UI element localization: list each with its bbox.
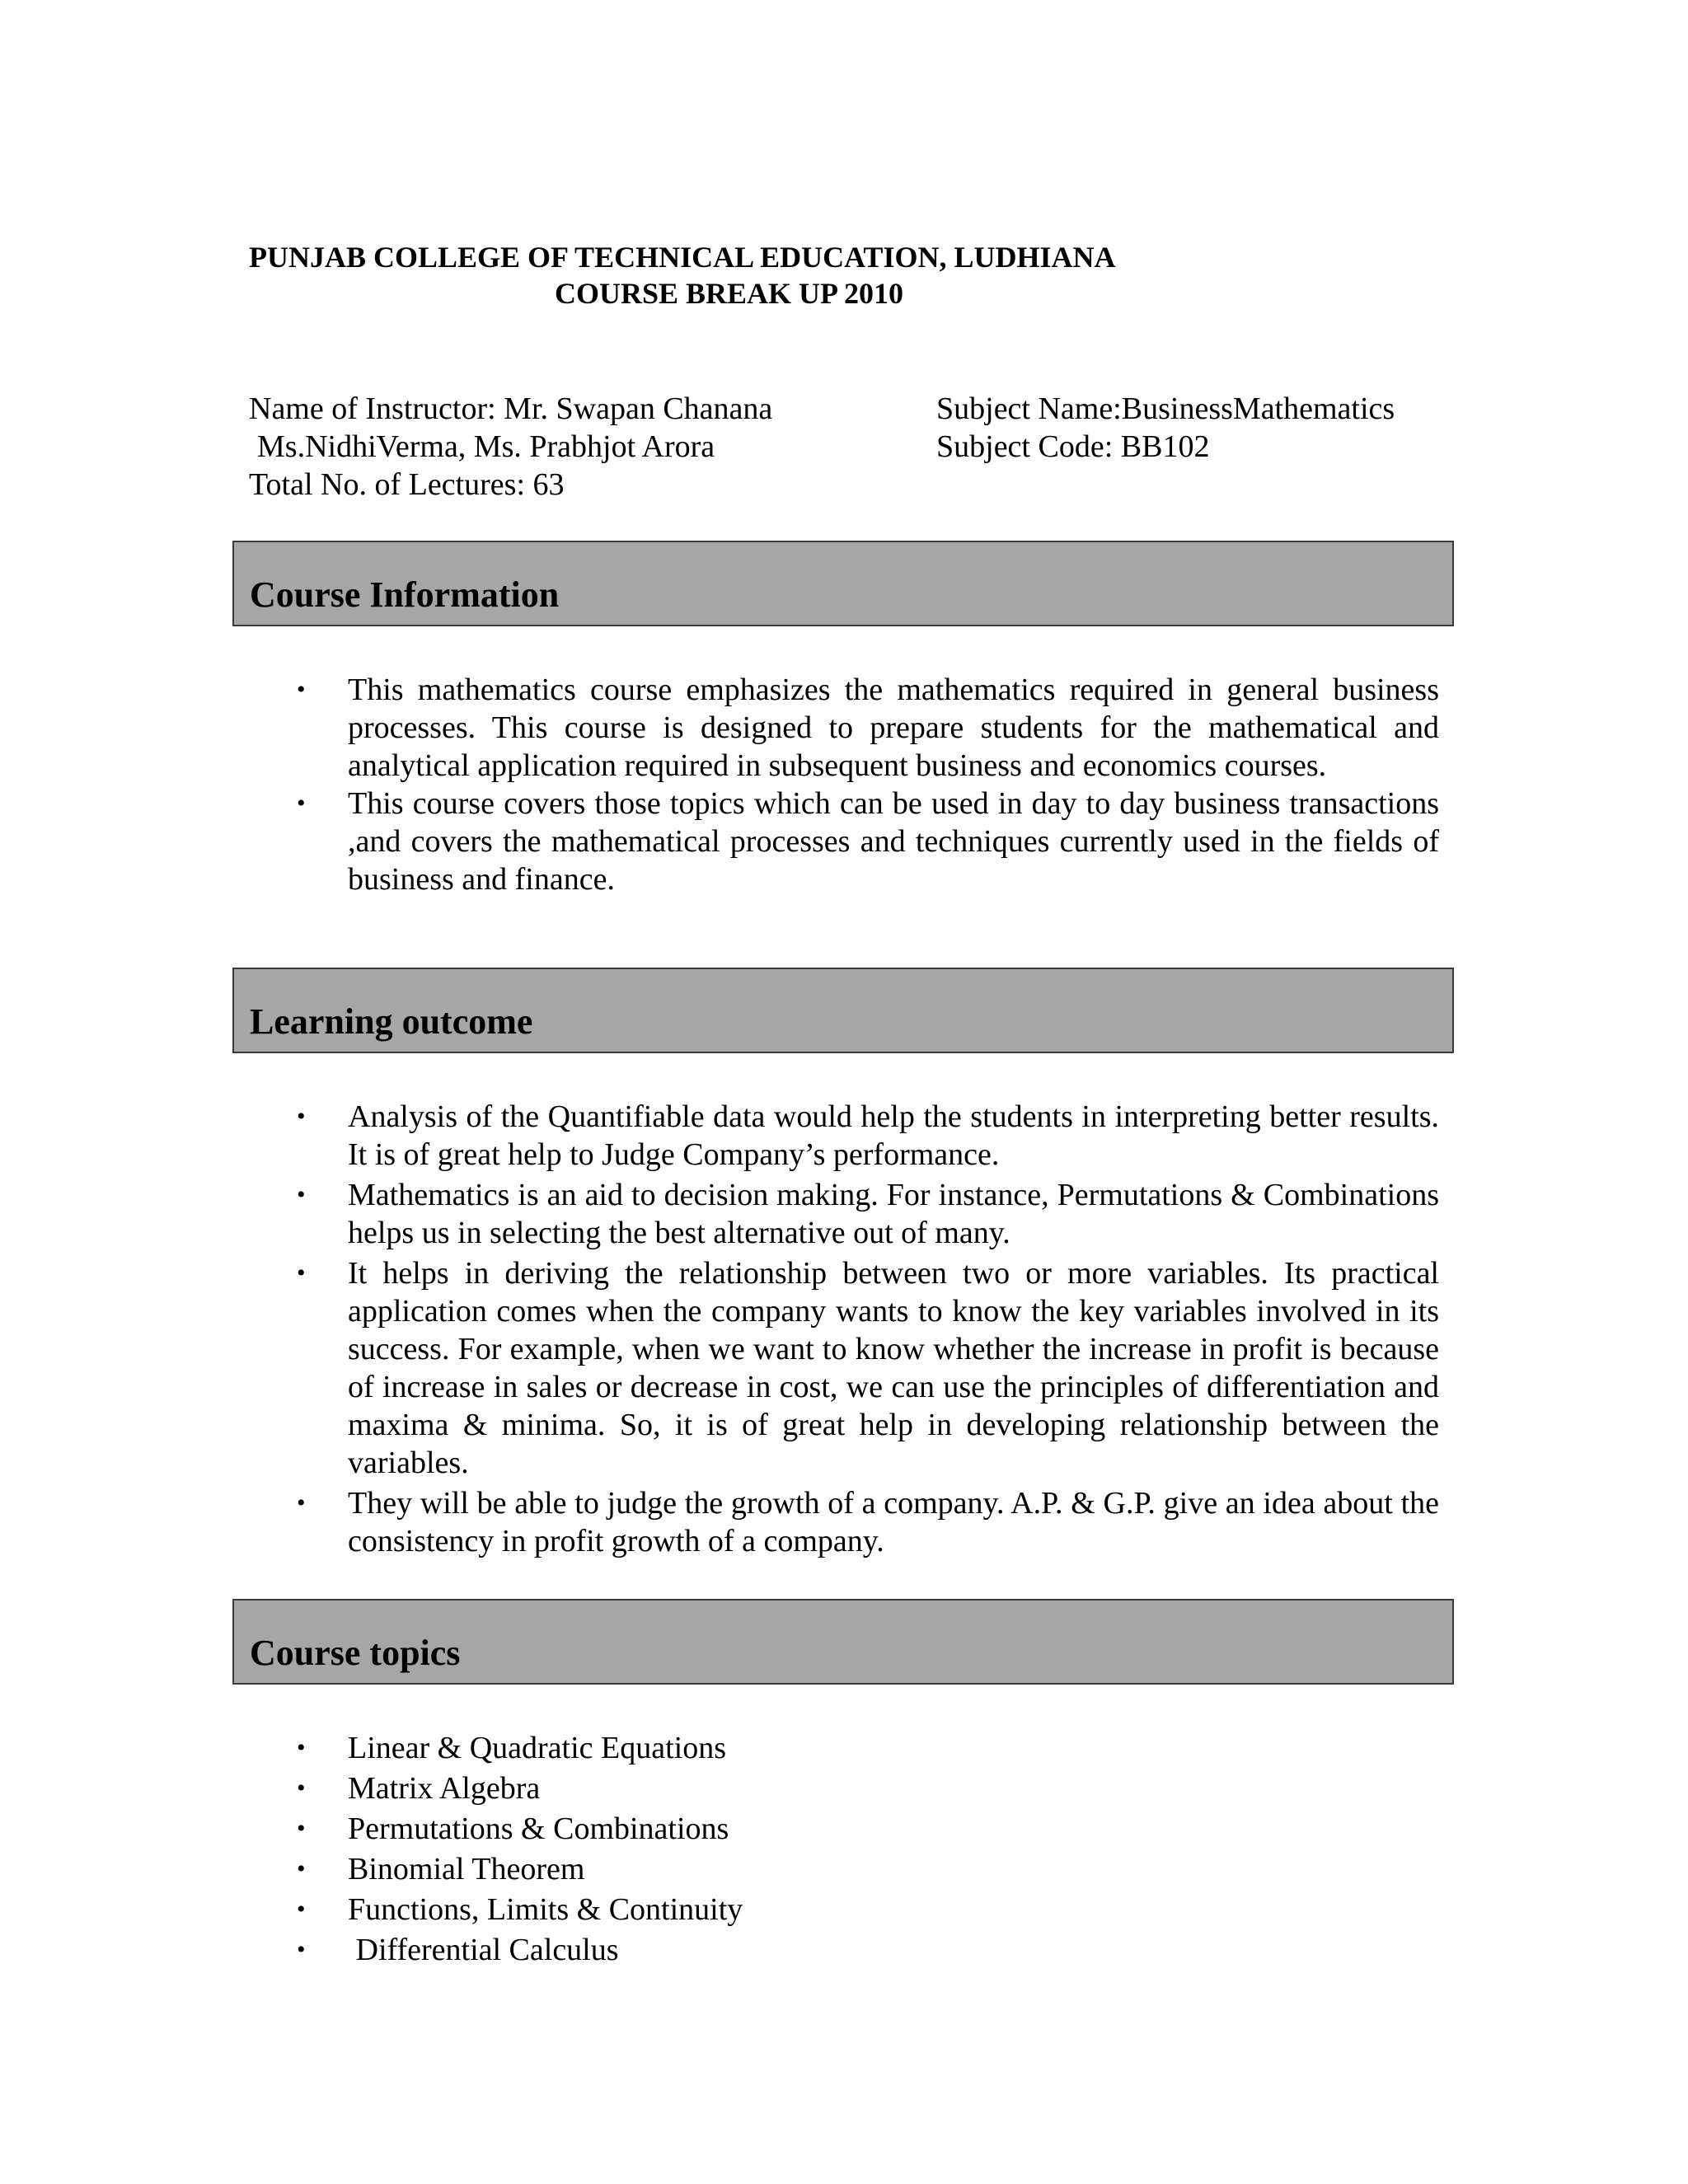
- list-item: [290, 1098, 1439, 1174]
- bullet-icon: •: [297, 1774, 306, 1802]
- bullet-icon: •: [297, 1896, 306, 1923]
- course-topics-list: [290, 1729, 1032, 1971]
- section-title: Learning outcome: [250, 1001, 533, 1042]
- list-item-text: Permutations & Combinations: [348, 1811, 729, 1846]
- list-item-text: They will be able to judge the growth of a company. A.P. & G.P. give an idea about the consistency in profit growth of a company.: [348, 1486, 1439, 1558]
- instructor-info: [249, 390, 772, 504]
- subject-name-line: Subject Name:BusinessMathematics: [936, 391, 1395, 426]
- list-item: [290, 1176, 1439, 1252]
- list-item-text: Binomial Theorem: [348, 1852, 585, 1886]
- bullet-icon: •: [297, 1734, 306, 1761]
- list-item-text: Matrix Algebra: [348, 1771, 541, 1806]
- list-item-text: Functions, Limits & Continuity: [348, 1892, 743, 1927]
- section-title: Course Information: [250, 574, 560, 615]
- list-item-text: It helps in deriving the relationship between two or more variables. Its practical application comes when the company wants to know the key variables involved in its success. For example, when we want to know whether the increase in profit is because of increase in sales or decrease in cost, we can use the principles of differentiation and maxima & minima. So, it is of great help in developing relationship between the variables.: [348, 1256, 1439, 1480]
- course-information-list: [290, 671, 1439, 898]
- bullet-icon: •: [297, 1489, 306, 1516]
- section-header-course-information: [232, 541, 1454, 626]
- section-title: Course topics: [250, 1633, 461, 1673]
- list-item-text: Differential Calculus: [348, 1933, 619, 1967]
- list-item: [290, 785, 1439, 898]
- bullet-icon: •: [297, 676, 306, 703]
- course-breakup-heading: COURSE BREAK UP 2010: [555, 277, 904, 310]
- bullet-icon: •: [297, 1815, 306, 1842]
- list-item-text: Mathematics is an aid to decision making. For instance, Permutations & Combinations helps us in selecting the best alternative out of many.: [348, 1178, 1439, 1250]
- bullet-icon: •: [297, 1259, 306, 1286]
- bullet-icon: •: [297, 1936, 306, 1963]
- bullet-icon: •: [297, 1103, 306, 1130]
- bullet-icon: •: [297, 1181, 306, 1208]
- list-item: [290, 1254, 1439, 1482]
- list-item: [290, 1769, 1032, 1807]
- instructor-name-line: Name of Instructor: Mr. Swapan Chanana: [249, 391, 773, 426]
- subject-info: [936, 390, 1395, 466]
- subject-code-line: Subject Code: BB102: [936, 429, 1210, 464]
- bullet-icon: •: [297, 1855, 306, 1882]
- list-item: [290, 1729, 1032, 1767]
- list-item: [290, 1484, 1439, 1560]
- list-item-text: This mathematics course emphasizes the mathematics required in general business processes. This course is designed to prepare students for the mathematical and analytical application required in subsequent business and economics courses.: [348, 673, 1439, 783]
- learning-outcome-list: [290, 1098, 1439, 1563]
- bullet-icon: •: [297, 790, 306, 817]
- list-item: [290, 1850, 1032, 1888]
- total-lectures-line: Total No. of Lectures: 63: [249, 467, 565, 502]
- list-item: [290, 1931, 1032, 1969]
- section-header-learning-outcome: [232, 968, 1454, 1053]
- list-item-text: Linear & Quadratic Equations: [348, 1731, 727, 1765]
- institution-heading: PUNJAB COLLEGE OF TECHNICAL EDUCATION, LUDHIANA: [249, 241, 1116, 274]
- list-item: [290, 671, 1439, 785]
- instructor-additional-line: Ms.NidhiVerma, Ms. Prabhjot Arora: [257, 429, 715, 464]
- list-item-text: This course covers those topics which can be used in day to day business transactions ,and covers the mathematical processes and techniques currently used in the fields of business and finance.: [348, 786, 1439, 897]
- list-item: [290, 1810, 1032, 1848]
- section-header-course-topics: [232, 1599, 1454, 1685]
- list-item: [290, 1891, 1032, 1929]
- list-item-text: Analysis of the Quantifiable data would help the students in interpreting better results. It is of great help to Judge Company’s performance.: [348, 1099, 1439, 1172]
